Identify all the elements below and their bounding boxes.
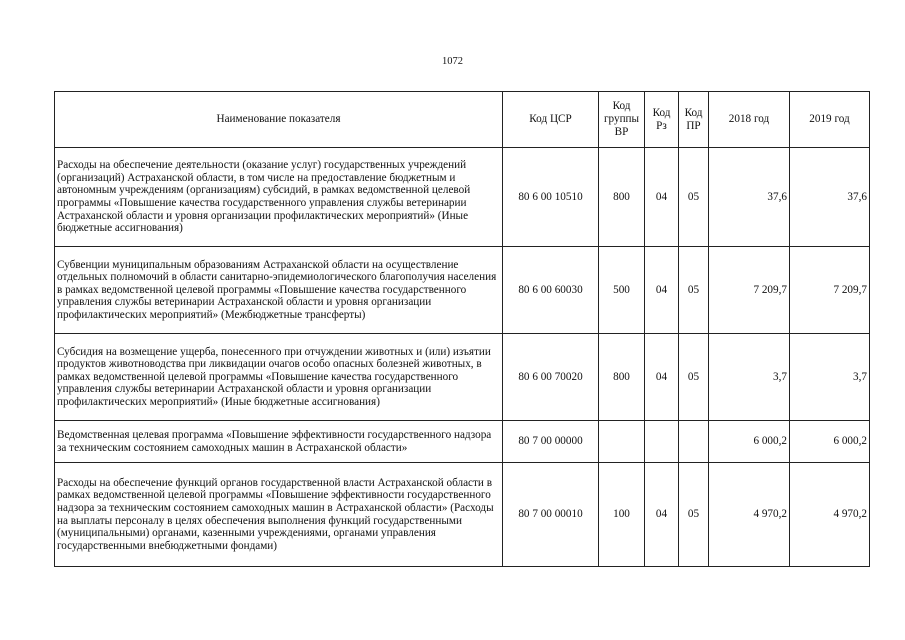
row-2019: 3,7 (790, 334, 870, 421)
table-row (55, 334, 870, 421)
header-2018: 2018 год (709, 92, 790, 148)
row-rz (645, 421, 679, 463)
header-2019: 2019 год (790, 92, 870, 148)
table-row (55, 247, 870, 334)
row-pr: 05 (679, 247, 709, 334)
row-rz: 04 (645, 463, 679, 567)
header-rz: Код Рз (645, 92, 679, 148)
row-name: Расходы на обеспечение функций органов государственной власти Астраханской области в рамках ведомственной целевой программы «Повышение эффективности государственного надзора за техническим состоянием самоходных машин в Астраханской области» (Расходы на выплаты персоналу в целях обеспечения выполнения функций государственными (муниципальными) органами, казенными учреждениями, органами управления государственными внебюджетными фондами) (55, 463, 503, 567)
row-csr: 80 7 00 00010 (503, 463, 599, 567)
row-name: Расходы на обеспечение деятельности (оказание услуг) государственных учреждений (организаций) Астраханской области, в том числе на предоставление бюджетным и автономным учреждениям (организациям) субсидий, в рамках ведомственной целевой программы «Повышение качества государственного управления службы ветеринарии Астраханской области и уровня организации профилактических мероприятий» (Иные бюджетные ассигнования) (55, 148, 503, 247)
row-2019: 37,6 (790, 148, 870, 247)
row-pr: 05 (679, 463, 709, 567)
budget-table (54, 91, 870, 567)
table-row (55, 463, 870, 567)
row-2018: 6 000,2 (709, 421, 790, 463)
row-name: Субсидия на возмещение ущерба, понесенного при отчуждении животных и (или) изъятии продуктов животноводства при ликвидации очагов особо опасных болезней животных, в рамках ведомственной целевой программы «Повышение качества государственного управления службы ветеринарии Астраханской области и уровня организации профилактических мероприятий» (Иные бюджетные ассигнования) (55, 334, 503, 421)
row-csr: 80 6 00 60030 (503, 247, 599, 334)
row-pr: 05 (679, 148, 709, 247)
header-vr: Код группы ВР (599, 92, 645, 148)
row-vr: 500 (599, 247, 645, 334)
row-csr: 80 6 00 10510 (503, 148, 599, 247)
table-row (55, 421, 870, 463)
table-header-row (55, 92, 870, 148)
row-2018: 3,7 (709, 334, 790, 421)
header-name: Наименование показателя (55, 92, 503, 148)
table-row (55, 148, 870, 247)
row-csr: 80 6 00 70020 (503, 334, 599, 421)
row-vr: 800 (599, 148, 645, 247)
row-2018: 7 209,7 (709, 247, 790, 334)
row-2019: 6 000,2 (790, 421, 870, 463)
row-vr: 800 (599, 334, 645, 421)
row-csr: 80 7 00 00000 (503, 421, 599, 463)
row-pr: 05 (679, 334, 709, 421)
row-name: Субвенции муниципальным образованиям Астраханской области на осуществление отдельных полномочий в области санитарно-эпидемиологического благополучия населения в рамках ведомственной целевой программы «Повышение качества государственного управления службы ветеринарии Астраханской области и уровня организации профилактических мероприятий» (Межбюджетные трансферты) (55, 247, 503, 334)
row-2018: 37,6 (709, 148, 790, 247)
header-pr: Код ПР (679, 92, 709, 148)
row-rz: 04 (645, 148, 679, 247)
row-2019: 7 209,7 (790, 247, 870, 334)
row-vr: 100 (599, 463, 645, 567)
page-number: 1072 (442, 56, 463, 67)
row-rz: 04 (645, 334, 679, 421)
row-vr (599, 421, 645, 463)
row-2018: 4 970,2 (709, 463, 790, 567)
row-name: Ведомственная целевая программа «Повышение эффективности государственного надзора за техническим состоянием самоходных машин в Астраханской области» (55, 421, 503, 463)
row-rz: 04 (645, 247, 679, 334)
row-2019: 4 970,2 (790, 463, 870, 567)
row-pr (679, 421, 709, 463)
header-csr: Код ЦСР (503, 92, 599, 148)
